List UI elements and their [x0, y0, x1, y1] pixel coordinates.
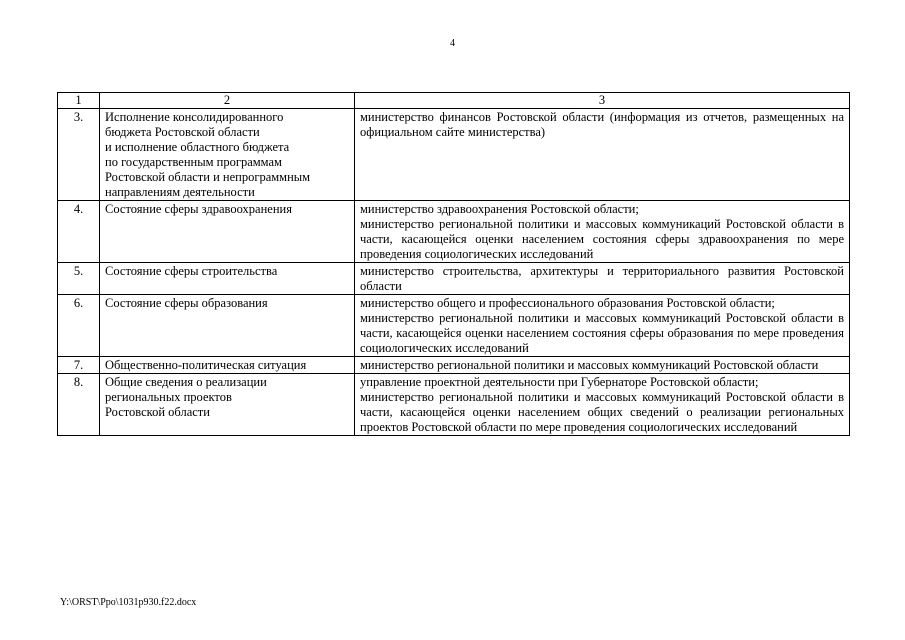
information-source-paragraph: министерство финансов Ростовской области (информация из отчетов, размещенных на официальном сайте министерства)	[360, 110, 844, 139]
page-number: 4	[450, 38, 455, 49]
information-source-cell	[355, 263, 850, 295]
row-number-cell: 4.	[58, 201, 100, 263]
row-number-cell: 6.	[58, 295, 100, 357]
indicator-name-cell	[100, 109, 355, 201]
information-source-paragraph: министерство строительства, архитектуры и территориального развития Ростовской области	[360, 264, 844, 293]
data-table	[57, 92, 850, 436]
footer-file-path: Y:\ORST\Ppo\1031p930.f22.docx	[60, 597, 197, 608]
information-source-cell	[355, 201, 850, 263]
information-source-paragraph: министерство региональной политики и массовых коммуникаций Ростовской области в части, касающейся оценки населением состояния сферы образования по мере проведения социологических исследований	[360, 311, 844, 355]
table-header-row	[58, 93, 850, 109]
indicator-name-line: Исполнение консолидированного	[105, 110, 284, 124]
information-source-cell	[355, 357, 850, 374]
row-number-cell: 7.	[58, 357, 100, 374]
table-header	[58, 93, 850, 109]
indicator-name-line: Ростовской области	[105, 405, 210, 419]
indicator-name-line: и исполнение областного бюджета	[105, 140, 290, 154]
indicator-name-cell	[100, 263, 355, 295]
table-row	[58, 201, 850, 263]
table-body	[58, 109, 850, 436]
indicator-name-line: по государственным программам	[105, 155, 282, 169]
header-cell-number: 1	[58, 93, 100, 109]
information-source-cell	[355, 295, 850, 357]
indicator-name-line: Состояние сферы строительства	[105, 264, 278, 278]
indicator-name-line: Ростовской области и непрограммным	[105, 170, 311, 184]
information-source-paragraph: министерство региональной политики и массовых коммуникаций Ростовской области в части, касающейся оценки населением общих сведений о реализации региональных проектов Ростовской области по мере проведения социологических исследований	[360, 390, 844, 434]
indicator-name-line: Состояние сферы здравоохранения	[105, 202, 292, 216]
row-number-cell: 3.	[58, 109, 100, 201]
indicator-name-line: направлениям деятельности	[105, 185, 255, 199]
indicator-name-cell	[100, 357, 355, 374]
information-source-paragraph: министерство региональной политики и массовых коммуникаций Ростовской области в части, касающейся оценки населением состояния сферы здравоохранения по мере проведения социологических исследований	[360, 217, 844, 261]
header-cell-name: 2	[100, 93, 355, 109]
indicator-name-line: Состояние сферы образования	[105, 296, 268, 310]
information-source-cell	[355, 374, 850, 436]
information-source-paragraph: управление проектной деятельности при Губернаторе Ростовской области;	[360, 375, 759, 389]
information-source-paragraph: министерство общего и профессионального образования Ростовской области;	[360, 296, 775, 310]
information-source-cell	[355, 109, 850, 201]
indicator-name-cell	[100, 374, 355, 436]
table-row	[58, 374, 850, 436]
table-row	[58, 263, 850, 295]
header-cell-source: 3	[355, 93, 850, 109]
information-source-paragraph: министерство региональной политики и массовых коммуникаций Ростовской области	[360, 358, 819, 372]
indicator-name-line: региональных проектов	[105, 390, 232, 404]
indicator-name-cell	[100, 201, 355, 263]
indicator-name-line: Общественно-политическая ситуация	[105, 358, 307, 372]
table-row	[58, 357, 850, 374]
indicator-name-line: Общие сведения о реализации	[105, 375, 267, 389]
indicator-name-line: бюджета Ростовской области	[105, 125, 260, 139]
table-row	[58, 109, 850, 201]
row-number-cell: 5.	[58, 263, 100, 295]
table-row	[58, 295, 850, 357]
indicator-name-cell	[100, 295, 355, 357]
information-source-paragraph: министерство здравоохранения Ростовской области;	[360, 202, 639, 216]
row-number-cell: 8.	[58, 374, 100, 436]
